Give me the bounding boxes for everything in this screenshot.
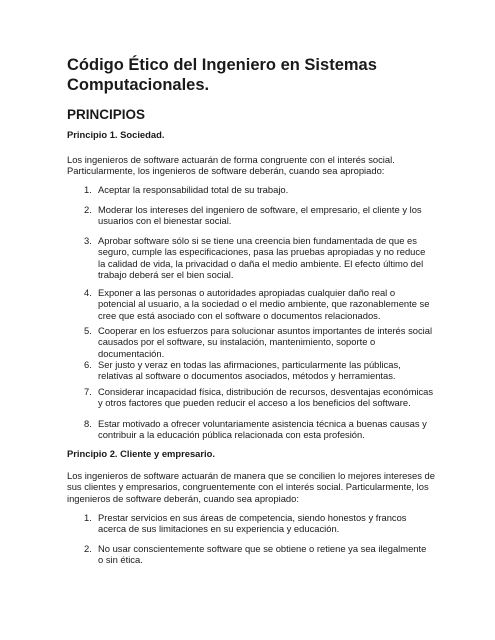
list-item-number: 1.	[84, 512, 92, 523]
list-item	[84, 543, 434, 566]
list-item-number: 2.	[84, 543, 92, 554]
list-item-number: 1.	[84, 184, 92, 195]
principle-2-intro: Los ingenieros de software actuarán de manera que se concilien lo mejores intereses de sus clientes y empresarios, congruentemente con el interés social. Particularmente, los ingenieros de software deberán, cuando sea apropiado:	[67, 470, 435, 504]
list-item	[84, 287, 434, 321]
list-item-text: Aprobar software sólo si se tiene una creencia bien fundamentada de que es seguro, cumple las especificaciones, pasa las pruebas apropiadas y no reduce la calidad de vida, la privacidad o daña el medio ambiente. El efecto último del trabajo deberá ser el bien social.	[98, 235, 426, 281]
list-item-text: Cooperar en los esfuerzos para solucionar asuntos importantes de interés social causados por el software, su instalación, mantenimiento, soporte o documentación.	[98, 325, 433, 359]
list-item-text: Ser justo y veraz en todas las afirmaciones, particularmente las públicas, relativas al software o documentos asociados, métodos y herramientas.	[98, 359, 401, 382]
principle-1-intro: Los ingenieros de software actuarán de forma congruente con el interés social. Particularmente, los ingenieros de software deberán, cuando sea apropiado:	[67, 154, 395, 177]
list-item	[84, 418, 434, 441]
list-item-text: Moderar los intereses del ingeniero de software, el empresario, el cliente y los usuarios con el bienestar social.	[98, 204, 422, 227]
document-title: Código Ético del Ingeniero en Sistemas Computacionales.	[67, 56, 377, 94]
list-item-text: Aceptar la responsabilidad total de su trabajo.	[98, 184, 289, 195]
list-item-number: 3.	[84, 235, 92, 246]
principle-2-heading: Principio 2. Cliente y empresario.	[67, 448, 215, 459]
list-item-number: 2.	[84, 204, 92, 215]
list-item	[84, 184, 434, 195]
list-item-text: Exponer a las personas o autoridades apropiadas cualquier daño real o potencial al usuario, a la sociedad o el medio ambiente, que razonablemente se cree que está asociado con el software o documentos relacionados.	[98, 287, 430, 321]
list-item-number: 7.	[84, 386, 92, 397]
list-item	[84, 204, 434, 227]
principle-1-heading: Principio 1. Sociedad.	[67, 129, 165, 140]
list-item-text: Considerar incapacidad física, distribución de recursos, desventajas económicas y otros factores que pueden reducir el acceso a los beneficios del software.	[98, 386, 434, 409]
list-item-number: 8.	[84, 418, 92, 429]
list-item-number: 5.	[84, 325, 92, 336]
list-item	[84, 235, 434, 281]
section-heading-principios: PRINCIPIOS	[67, 107, 146, 122]
list-item	[84, 359, 434, 382]
list-item	[84, 512, 434, 535]
list-item-number: 4.	[84, 287, 92, 298]
list-item-text: No usar conscientemente software que se obtiene o retiene ya sea ilegalmente o sin ética.	[98, 543, 427, 566]
list-item	[84, 386, 434, 409]
list-item-text: Prestar servicios en sus áreas de competencia, siendo honestos y francos acerca de sus limitaciones en su experiencia y educación.	[98, 512, 407, 535]
list-item	[84, 325, 434, 359]
list-item-number: 6.	[84, 359, 92, 370]
list-item-text: Estar motivado a ofrecer voluntariamente asistencia técnica a buenas causas y contribuir a la educación pública relacionada con esta profesión.	[98, 418, 427, 441]
